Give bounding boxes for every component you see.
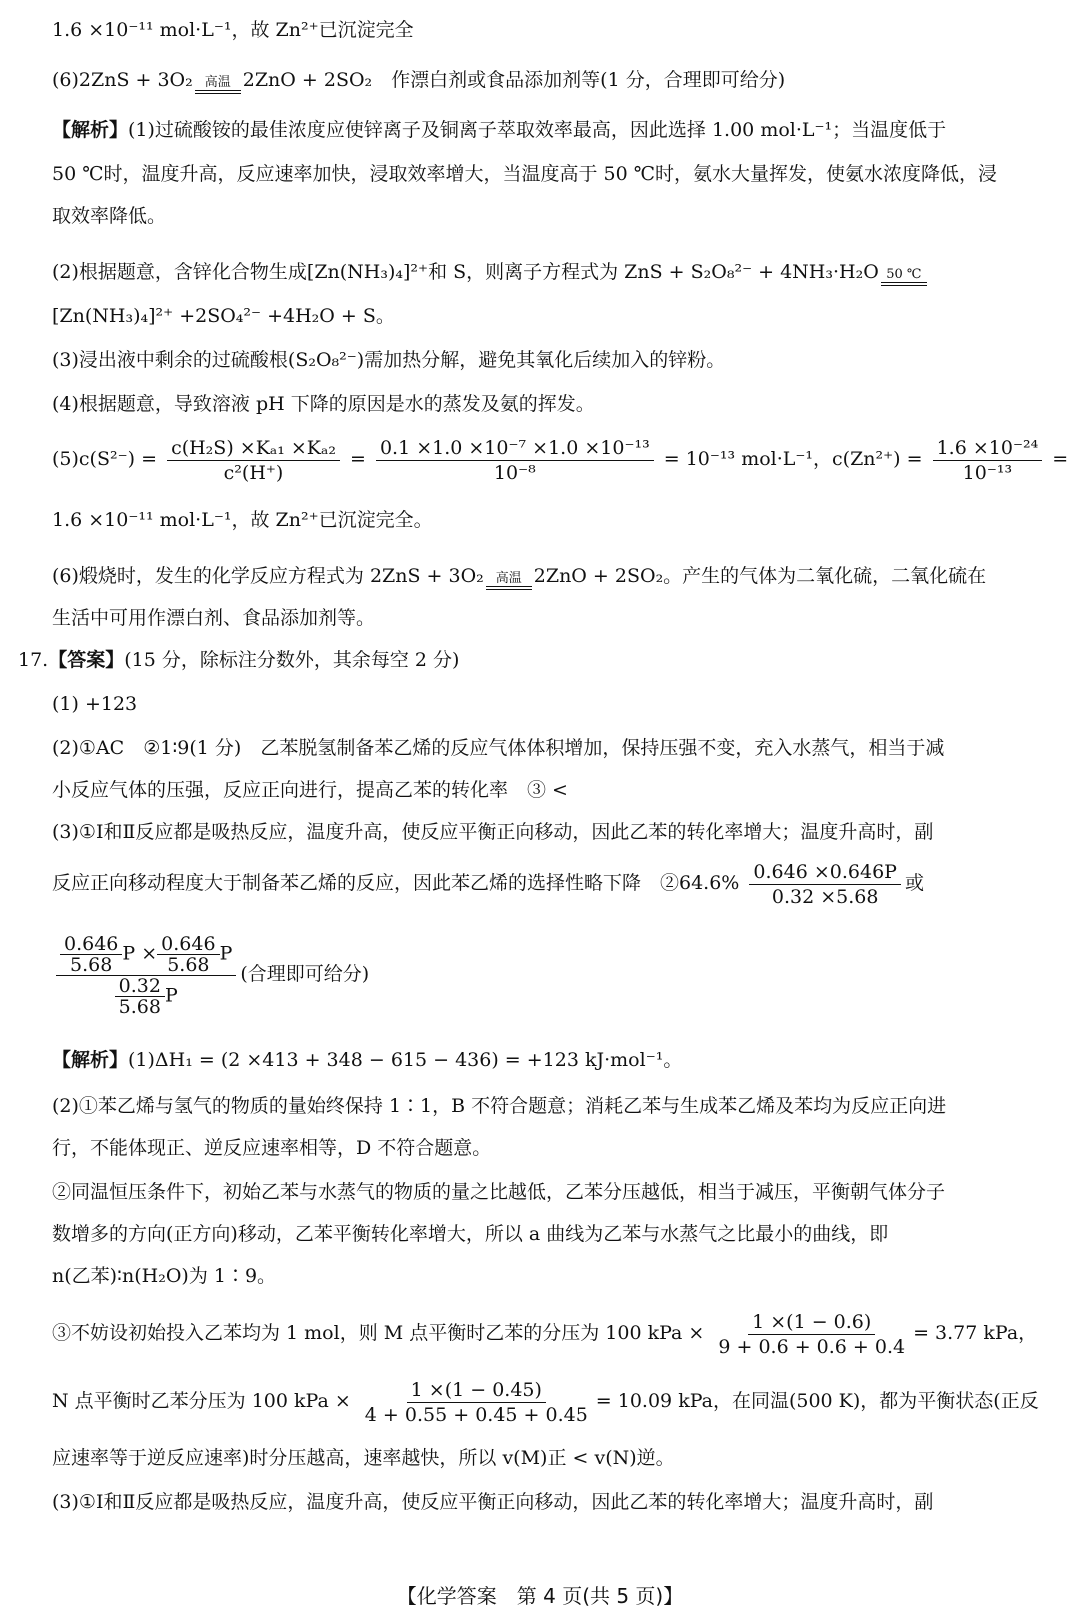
- equation-line: (6)煅烧时，发生的化学反应方程式为 2ZnS + 3O₂ 高温 2ZnO + 2SO₂。产生的气体为二氧化硫，二氧化硫在: [52, 562, 1050, 590]
- text-line: 取效率降低。: [52, 205, 167, 227]
- analysis-line: 【解析】(1)ΔH₁ = (2 ×413 + 348 − 615 − 436) = +123 kJ·mol⁻¹。: [52, 1049, 683, 1071]
- fraction: $\frac{1 \times(1 - 0.45)}{4 + 0.55 + 0.45 + 0.45}$: [364, 1378, 588, 1426]
- fraction: $\frac{1 \times(1 - 0.6)}{9 + 0.6 + 0.6 + 0.4}$: [718, 1310, 906, 1358]
- text-line: (3)浸出液中剩余的过硫酸根(S₂O₈²⁻)需加热分解，避免其氧化后续加入的锌粉。: [52, 349, 726, 371]
- text-line: 行，不能体现正、逆反应速率相等，D 不符合题意。: [52, 1137, 492, 1159]
- page-footer: 【化学答案 第 4 页(共 5 页)】: [396, 1584, 684, 1608]
- analysis-tag: 【解析】: [52, 119, 129, 141]
- formula-line: (5)c(S²⁻) = $\frac{\text{c(H₂S) ×Kₐ₁ ×Kₐ₂}}{\text{c²(H⁺)}}$ = $\frac{\text{0.1 ×1.0 ×10⁻⁷ ×1.0 ×10⁻¹³}}{\text{10⁻⁸}}$ = 10⁻¹³ mol·L⁻¹，c(Zn²⁺) = $\frac{\text{1.6 ×10⁻²⁴}}{\text{10⁻¹³}}$ =: [52, 436, 1069, 484]
- text-line: 1.6 ×10⁻¹¹ mol·L⁻¹，故 Zn²⁺已沉淀完全: [52, 19, 414, 41]
- text-line: [Zn(NH₃)₄]²⁺ +2SO₄²⁻ +4H₂O + S。: [52, 305, 395, 327]
- text-line: (3)①Ⅰ和Ⅱ反应都是吸热反应，温度升高，使反应平衡正向移动，因此乙苯的转化率增大；温度升高时，副: [52, 821, 934, 843]
- compound-fraction-line: $\frac{0.646}{5.68}$ P × $\frac{0.646}{5.68}$ P $\frac{0.32}{5.68}$ P (合理即可给分): [52, 928, 1050, 1020]
- text-line: (3)①Ⅰ和Ⅱ反应都是吸热反应，温度升高，使反应平衡正向移动，因此乙苯的转化率增大；温度升高时，副: [52, 1491, 934, 1513]
- text-line: 50 ℃时，温度升高，反应速率加快，浸取效率增大，当温度高于 50 ℃时，氨水大量挥发，使氨水浓度降低，浸: [52, 163, 997, 185]
- fraction: $\frac{0.646 \times 0.646P}{0.32 \times 5.68}$: [749, 860, 901, 909]
- text-line: 小反应气体的压强，反应正向进行，提高乙苯的转化率 ③ <: [52, 779, 568, 801]
- reaction-condition: 高温: [195, 76, 241, 94]
- text-line: (1) +123: [52, 693, 138, 715]
- text-line: 数增多的方向(正方向)移动，乙苯平衡转化率增大，所以 a 曲线为乙苯与水蒸气之比最小的曲线，即: [52, 1223, 889, 1245]
- formula-line: 反应正向移动程度大于制备苯乙烯的反应，因此苯乙烯的选择性略下降 ②64.6% $\frac{0.646 \times 0.646P}{0.32 \times 5.68}$ 或: [52, 860, 924, 908]
- reaction-condition: 50 ℃: [881, 268, 927, 286]
- fraction: $\frac{\text{c(H₂S) ×Kₐ₁ ×Kₐ₂}}{\text{c²(H⁺)}}$: [167, 436, 340, 485]
- equation-line: [52, 66, 1050, 94]
- analysis-line: 【解析】(1)过硫酸铵的最佳浓度应使锌离子及铜离子萃取效率最高，因此选择 1.00 mol·L⁻¹；当温度低于: [52, 119, 947, 141]
- equation-left: (6)2ZnS + 3O₂: [52, 69, 193, 91]
- text-line: 生活中可用作漂白剂、食品添加剂等。: [52, 607, 376, 629]
- reaction-condition: 高温: [486, 572, 532, 590]
- text-line: (2)①AC ②1∶9(1 分) 乙苯脱氢制备苯乙烯的反应气体体积增加，保持压强不变，充入水蒸气，相当于减: [52, 737, 945, 759]
- equation-line: (2)根据题意，含锌化合物生成[Zn(NH₃)₄]²⁺和 S，则离子方程式为 ZnS + S₂O₈²⁻ + 4NH₃·H₂O 50 ℃: [52, 258, 1050, 286]
- fraction: $\frac{\text{1.6 ×10⁻²⁴}}{\text{10⁻¹³}}$: [933, 436, 1043, 485]
- compound-fraction: $\frac{0.646}{5.68}$ P × $\frac{0.646}{5.68}$ P $\frac{0.32}{5.68}$ P: [56, 934, 236, 1017]
- formula-line: N 点平衡时乙苯分压为 100 kPa × $\frac{1 \times(1 - 0.45)}{4 + 0.55 + 0.45 + 0.45}$ = 10.09 kPa，在同温(500 K)，都为平衡状态(正反: [52, 1378, 1039, 1426]
- text-line: 应速率等于逆反应速率)时分压越高，速率越快，所以 v(M)正 < v(N)逆。: [52, 1447, 675, 1469]
- question-number: 17.: [18, 649, 49, 671]
- text-line: 1.6 ×10⁻¹¹ mol·L⁻¹，故 Zn²⁺已沉淀完全。: [52, 509, 433, 531]
- equation-right: 2ZnO + 2SO₂ 作漂白剂或食品添加剂等(1 分，合理即可给分): [242, 69, 786, 91]
- answer-tag: 【答案】: [48, 649, 125, 671]
- text-line: ②同温恒压条件下，初始乙苯与水蒸气的物质的量之比越低，乙苯分压越低，相当于减压，平衡朝气体分子: [52, 1181, 946, 1203]
- formula-line: ③不妨设初始投入乙苯均为 1 mol，则 M 点平衡时乙苯的分压为 100 kPa × $\frac{1 \times(1 - 0.6)}{9 + 0.6 + 0.6 + 0.4}$ = 3.77 kPa，: [52, 1310, 1038, 1358]
- text-line: n(乙苯)∶n(H₂O)为 1∶9。: [52, 1265, 277, 1287]
- fraction: $\frac{\text{0.1 ×1.0 ×10⁻⁷ ×1.0 ×10⁻¹³}}{\text{10⁻⁸}}$: [376, 436, 654, 485]
- question-header: 17.【答案】(15 分，除标注分数外，其余每空 2 分): [18, 649, 460, 671]
- analysis-tag: 【解析】: [52, 1049, 129, 1071]
- text-line: (2)①苯乙烯与氢气的物质的量始终保持 1∶1，B 不符合题意；消耗乙苯与生成苯乙烯及苯均为反应正向进: [52, 1095, 947, 1117]
- text-line: (4)根据题意，导致溶液 pH 下降的原因是水的蒸发及氨的挥发。: [52, 393, 595, 415]
